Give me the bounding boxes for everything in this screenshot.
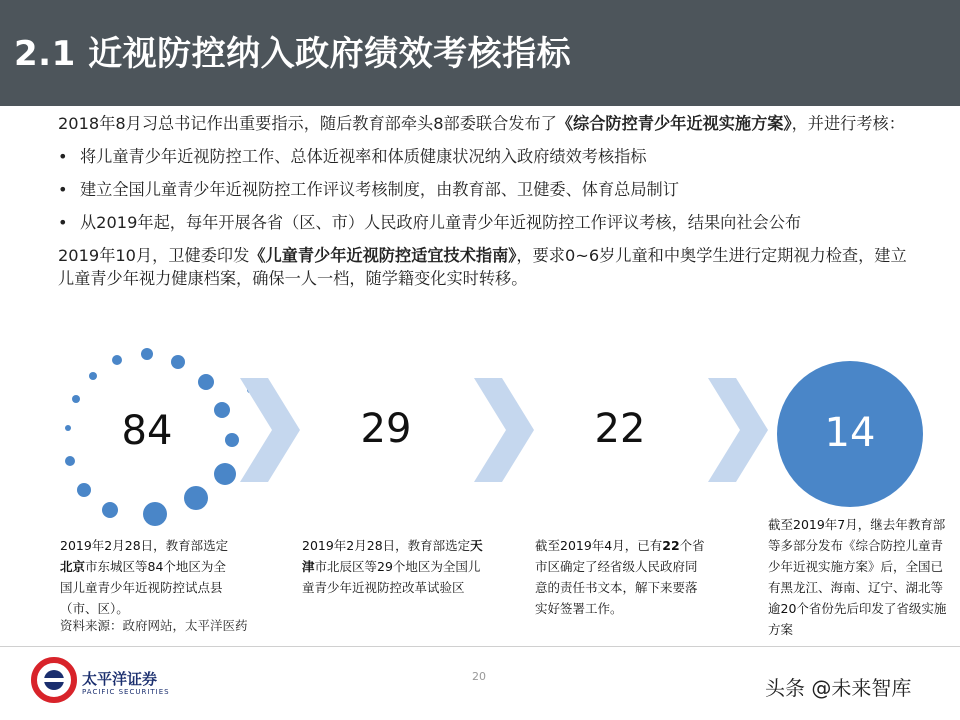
second-paragraph: 2019年10月，卫健委印发《儿童青少年近视防控适宜技术指南》，要求0~6岁儿童和中奥学生进行定期视力检查，建立儿童青少年视力健康档案，确保一人一档，随学籍变化实时转移。: [58, 246, 907, 288]
intro-paragraph: 2018年8月习总书记作出重要指示，随后教育部牵头8部委联合发布了《综合防控青少年近视实施方案》，并进行考核：: [58, 114, 905, 133]
page-number: 20: [472, 670, 486, 683]
bullet-dot-icon: •: [58, 147, 68, 166]
stat-caption: 截至2019年7月，继去年教育部等多部分发布《综合防控儿童青少年近视实施方案》后，全国已有黑龙江、海南、辽宁、湖北等逾20个省份先后印发了省级实施方案: [768, 517, 947, 637]
watermark: 头条 @未来智库: [765, 676, 912, 700]
company-logo-icon: [30, 656, 78, 704]
bullet-dot-icon: •: [58, 180, 68, 199]
chevron-right-icon: [708, 378, 768, 482]
chevron-right-icon: [474, 378, 534, 482]
source-note: 资料来源：政府网站，太平洋医药: [60, 618, 248, 633]
company-logo-english: PACIFIC SECURITIES: [82, 688, 170, 696]
stat-caption: 截至2019年4月，已有22个省市区确定了经省级人民政府同意的责任书文本，解下来要落实好签署工作。: [535, 538, 705, 616]
bullet-item: • 将儿童青少年近视防控工作、总体近视率和体质健康状况纳入政府绩效考核指标: [58, 147, 647, 166]
bullet-item: • 建立全国儿童青少年近视防控工作评议考核制度，由教育部、卫健委、体育总局制订: [58, 180, 679, 199]
stat-value: 29: [360, 406, 412, 452]
company-logo-name: 太平洋证券: [82, 670, 158, 688]
bullet-item: • 从2019年起，每年开展各省（区、市）人民政府儿童青少年近视防控工作评议考核，结果向社会公布: [58, 213, 802, 232]
stat-caption: 2019年2月28日，教育部选定北京市东城区等84个地区为全国儿童青少年近视防控试点县（市、区）。: [60, 538, 229, 616]
stat-value: 84: [121, 408, 173, 454]
bullet-dot-icon: •: [58, 213, 68, 232]
slide-title: 2.1 近视防控纳入政府绩效考核指标: [14, 34, 572, 74]
chevron-right-icon: [240, 378, 300, 482]
footer-divider: [0, 646, 960, 647]
slide-header: [0, 0, 960, 106]
body-text: [58, 112, 916, 300]
policy-title: 《综合防控青少年近视实施方案》: [556, 114, 792, 133]
stat-caption: 2019年2月28日，教育部选定天津市北辰区等29个地区为全国儿童青少年近视防控改革试验区: [302, 538, 483, 595]
guideline-title: 《儿童青少年近视防控适宜技术指南》: [249, 246, 517, 265]
stat-value: 22: [594, 406, 646, 452]
stat-value: 14: [824, 410, 876, 456]
